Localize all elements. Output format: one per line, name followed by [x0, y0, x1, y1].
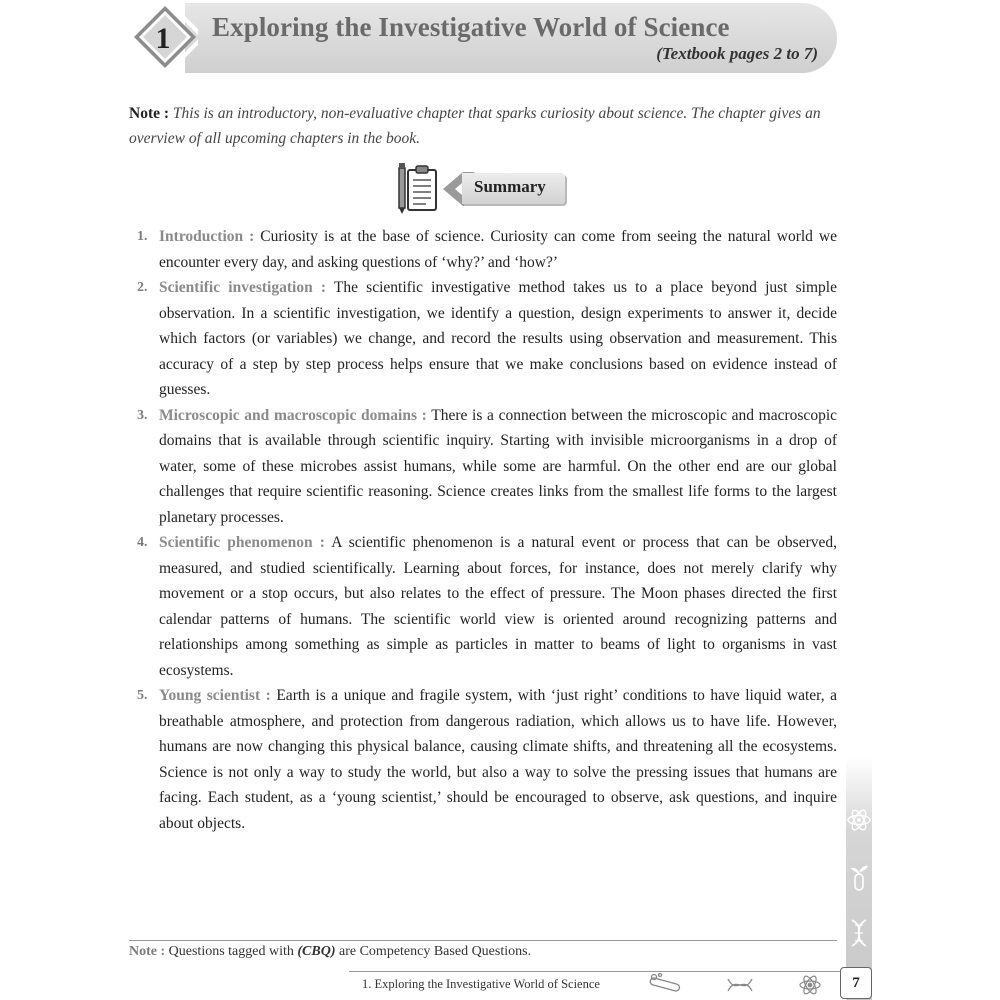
list-item [137, 275, 837, 403]
page-number: 7 [840, 967, 872, 999]
footer-icon-row [648, 971, 828, 999]
item-term: Scientific phenomenon : [159, 534, 325, 551]
plant-tube-icon [846, 862, 872, 892]
atom-icon [800, 974, 820, 995]
item-text: The scientific investigative method takes us to a place beyond just simple observation. In a scientific investigation, we identify a question, design experiments to answer it, decide which factors (or variables) we change, and record the results using observation and measurement. This accuracy of a step by step process helps ensure that we make conclusions based on evidence instead of guesses. [159, 279, 837, 398]
footer-chapter-title: 1. Exploring the Investigative World of Science [362, 977, 600, 991]
cbq-note-label: Note : [129, 944, 166, 959]
chapter-title: Exploring the Investigative World of Science [212, 12, 730, 42]
item-number: 1. [137, 229, 148, 244]
test-tube-icon [649, 974, 680, 992]
cbq-note [129, 944, 531, 960]
intro-note-text: This is an introductory, non-evaluative chapter that sparks curiosity about science. The chapter gives an overview of all upcoming chapters in the book. [129, 105, 821, 147]
dna-icon [728, 979, 752, 991]
item-text: Earth is a unique and fragile system, with ‘just right’ conditions to have liquid water, a breathable atmosphere, and protection from dangerous radiation, which allows us to have life. However, humans are now changing this physical balance, causing climate shifts, and threatening all the ecosystems. Science is not only a way to study the world, but also a way to solve the pressing issues that humans are facing. Each student, as a ‘young scientist,’ should be encouraged to observe, ask questions, and inquire about objects. [159, 687, 837, 832]
item-number: 2. [137, 280, 148, 295]
item-text: Curiosity is at the base of science. Curiosity can come from seeing the natural world we encounter every day, and asking questions of ‘why?’ and ‘how?’ [159, 228, 837, 271]
list-item [137, 224, 837, 275]
intro-note-label: Note : [129, 105, 170, 122]
intro-note [129, 101, 837, 151]
summary-list [137, 224, 837, 836]
item-term: Introduction : [159, 228, 255, 245]
list-item [137, 683, 837, 836]
list-item [137, 530, 837, 683]
item-number: 3. [137, 407, 148, 423]
summary-heading: Summary [474, 177, 546, 196]
dna-icon [846, 918, 872, 948]
footnote-divider [129, 940, 837, 941]
atom-icon [846, 805, 872, 835]
item-term: Scientific investigation : [159, 279, 327, 296]
clipboard-pen-icon [396, 160, 440, 214]
chapter-number-badge [132, 4, 198, 70]
cbq-note-post: are Competency Based Questions. [339, 944, 532, 959]
item-number: 5. [137, 688, 148, 703]
item-number: 4. [137, 535, 148, 550]
list-item [137, 403, 837, 531]
item-term: Microscopic and macroscopic domains : [159, 406, 427, 424]
cbq-tag: (CBQ) [297, 944, 336, 959]
item-text: A scientific phenomenon is a natural event or process that can be observed, measured, and studied scientifically. Learning about forces, for instance, does not merely clarify why movement or a stop occurs, but also relates to the effect of pressure. The Moon phases directed the first calendar patterns of humans. The scientific world view is oriented around recognizing patterns and relationships among something as simple as particles in matter to beams of light to organisms in vast ecosystems. [159, 534, 837, 679]
cbq-note-pre: Questions tagged with [168, 944, 294, 959]
item-text: There is a connection between the microscopic and macroscopic domains that is available through scientific inquiry. Starting with invisible microorganisms in a drop of water, some of these microbes assist humans, while some are harmful. On the other end are our global challenges that require scientific reasoning. Science creates links from the smallest life forms to the largest planetary processes. [159, 406, 837, 526]
chapter-number: 1 [155, 22, 171, 55]
item-term: Young scientist : [159, 687, 271, 704]
textbook-pages: (Textbook pages 2 to 7) [656, 44, 818, 63]
